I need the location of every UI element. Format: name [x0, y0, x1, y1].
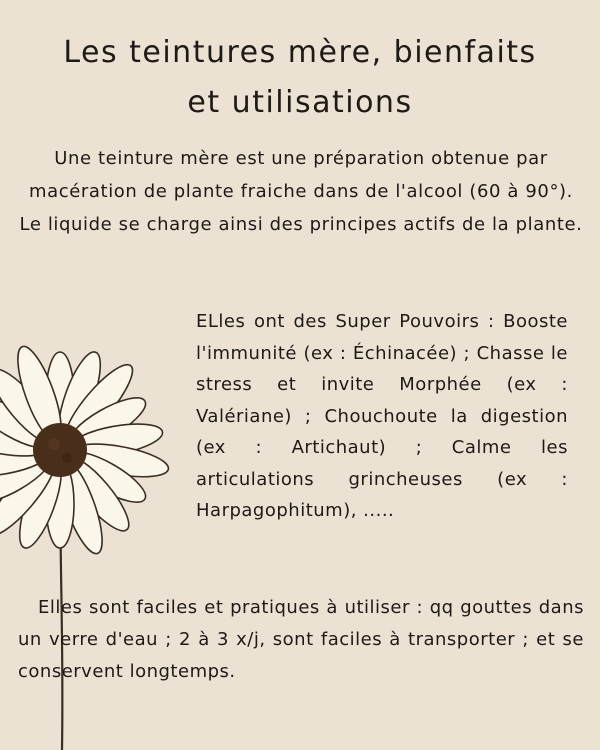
- title-line-2: et utilisations: [187, 85, 413, 120]
- page-title: [0, 28, 600, 128]
- powers-paragraph: ELles ont des Super Pouvoirs : Booste l'immunité (ex : Échinacée) ; Chasse le stress et invite Morphée (ex : Valériane) ; Chouchoute la digestion (ex : Artichaut) ; Calme les articulations grincheuses (ex : Harpagophitum), .....: [196, 311, 568, 521]
- intro-paragraph: Une teinture mère est une préparation obtenue par macération de plante fraiche dans de l'alcool (60 à 90°). Le liquide se charge ainsi des principes actifs de la plante.: [19, 148, 583, 235]
- usage-paragraph: Elles sont faciles et pratiques à utiliser : qq gouttes dans un verre d'eau ; 2 à 3 x/j, sont faciles à transporter ; et se conservent longtemps.: [18, 597, 584, 682]
- daisy-center: [33, 423, 87, 477]
- title-line-1: Les teintures mère, bienfaits: [63, 35, 537, 70]
